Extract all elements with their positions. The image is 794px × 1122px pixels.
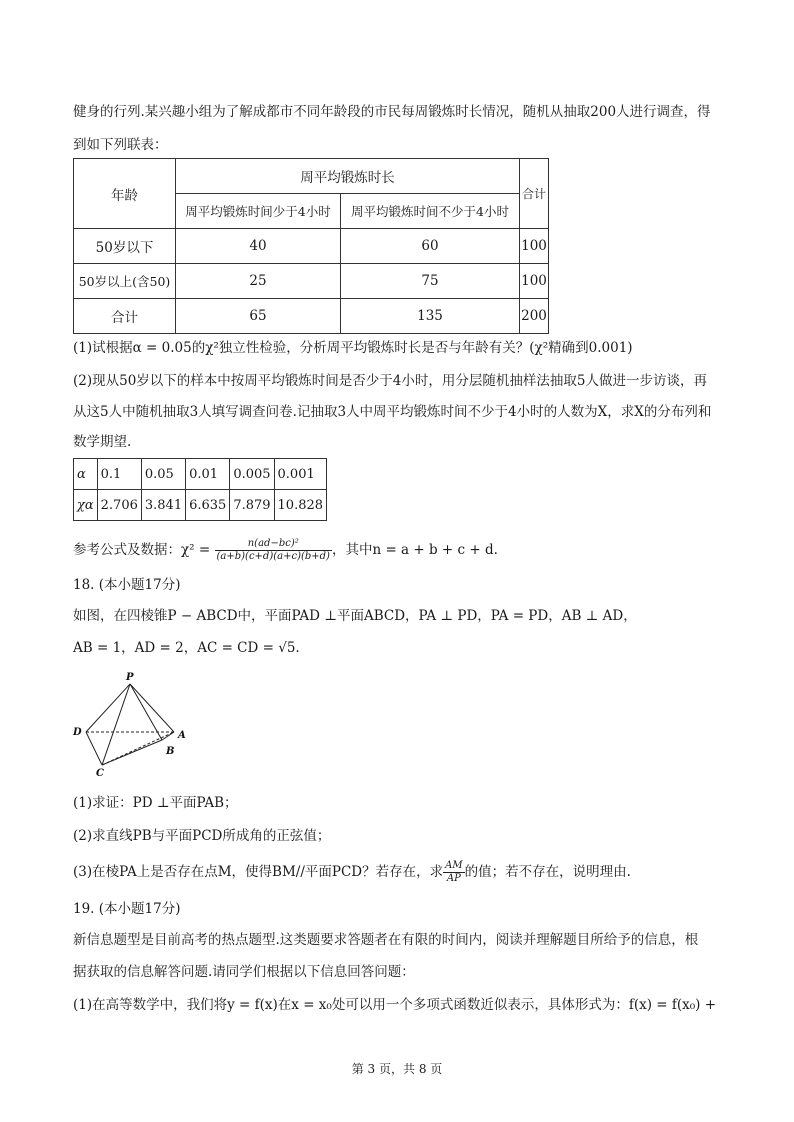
q17-part-1: (1)试根据α = 0.05的χ²独立性检验，分析周平均锻炼时长是否与年龄有关？(χ²精确到0.001) — [73, 340, 633, 356]
table-row — [74, 299, 549, 334]
chi-value: 7.879 — [230, 490, 274, 521]
q18-title: 18. (本小题17分) — [73, 577, 181, 593]
q19-title: 19. (本小题17分) — [73, 901, 181, 917]
header-total: 合计 — [520, 159, 549, 229]
q17-part-2-line-2: 从这5人中随机抽取3人填写调查问卷.记抽取3人中周平均锻炼时间不少于4小时的人数为X，求X的分布列和 — [73, 404, 712, 420]
page-footer: 第 3 页，共 8 页 — [351, 1062, 443, 1076]
q19-statement-2: 据获取的信息解答问题.请同学们根据以下信息回答问题： — [73, 964, 415, 980]
cell-total: 200 — [520, 299, 549, 334]
q18-part-3 — [73, 860, 631, 885]
q18-part-3-text-b: 的值；若不存在，说明理由. — [464, 864, 631, 880]
chi-value: 2.706 — [97, 490, 141, 521]
alpha-value: 0.1 — [97, 459, 141, 490]
header-less-4h: 周平均锻炼时间少于4小时 — [176, 194, 341, 229]
reference-formula — [73, 538, 498, 563]
q18-statement-2: AB = 1，AD = 2，AC = CD = √5. — [73, 640, 300, 656]
alpha-label: α — [74, 459, 98, 490]
edge-CB — [102, 740, 162, 765]
q18-part-3-text-a: (3)在棱PA上是否存在点M，使得BM//平面PCD？若存在，求 — [73, 864, 444, 880]
cell-total: 100 — [520, 229, 549, 264]
chi-alpha-label: χα — [74, 490, 98, 521]
header-weekly-exercise: 周平均锻炼时长 — [176, 159, 520, 194]
formula-prefix: 参考公式及数据：χ² = — [73, 542, 215, 558]
alpha-value: 0.005 — [230, 459, 274, 490]
edge-DC — [86, 732, 102, 765]
header-age: 年龄 — [74, 159, 176, 229]
alpha-value: 0.05 — [141, 459, 185, 490]
fraction-numerator: AM — [445, 860, 463, 871]
cell-less: 65 — [176, 299, 341, 334]
fraction-denominator: AP — [446, 873, 461, 884]
fraction-denominator: (a+b)(c+d)(a+c)(b+d) — [216, 551, 330, 562]
intro-line-1: 健身的行列.某兴趣小组为了解成都市不同年龄段的市民每周锻炼时长情况，随机从抽取200人进行调查，得 — [73, 104, 711, 120]
edge-PA — [130, 684, 174, 732]
cell-notless: 75 — [341, 264, 520, 299]
label-P: P — [126, 672, 134, 683]
chi-value: 10.828 — [274, 490, 327, 521]
critical-value-table — [73, 458, 327, 521]
q19-statement-1: 新信息题型是目前高考的热点题型.这类题要求答题者在有限的时间内，阅读并理解题目所给予的信息，根 — [73, 932, 699, 948]
label-B: B — [166, 746, 175, 757]
cell-notless: 60 — [341, 229, 520, 264]
pyramid-figure — [66, 670, 196, 780]
edge-CA-hidden — [102, 732, 174, 765]
edge-PD — [86, 684, 130, 732]
am-over-ap-fraction — [443, 860, 464, 885]
table-row — [74, 264, 549, 299]
fraction-numerator: n(ad−bc)² — [215, 538, 332, 551]
row-label: 合计 — [74, 299, 176, 334]
alpha-value: 0.01 — [186, 459, 230, 490]
cell-total: 100 — [520, 264, 549, 299]
intro-line-2: 到如下列联表： — [73, 137, 168, 153]
cell-notless: 135 — [341, 299, 520, 334]
label-D: D — [73, 727, 82, 738]
q18-statement-1: 如图，在四棱锥P − ABCD中，平面PAD ⊥平面ABCD，PA ⊥ PD，PA = PD，AB ⊥ AD， — [73, 608, 637, 624]
header-not-less-4h: 周平均锻炼时间不少于4小时 — [341, 194, 520, 229]
label-A: A — [178, 730, 186, 741]
table-row — [74, 229, 549, 264]
chi-square-fraction — [215, 538, 332, 563]
cell-less: 25 — [176, 264, 341, 299]
chi-value: 3.841 — [141, 490, 185, 521]
q17-part-2-line-3: 数学期望. — [73, 434, 132, 450]
row-label: 50岁以上(含50) — [74, 264, 176, 299]
chi-value: 6.635 — [186, 490, 230, 521]
formula-suffix: ，其中n = a + b + c + d. — [331, 542, 498, 558]
alpha-value: 0.001 — [274, 459, 327, 490]
q18-part-1: (1)求证：PD ⊥平面PAB； — [73, 795, 238, 811]
q18-part-2: (2)求直线PB与平面PCD所成角的正弦值； — [73, 828, 331, 844]
label-C: C — [96, 768, 104, 779]
contingency-table — [73, 158, 549, 334]
cell-less: 40 — [176, 229, 341, 264]
q17-part-2-line-1: (2)现从50岁以下的样本中按周平均锻炼时间是否少于4小时，用分层随机抽样法抽取5人做进一步访谈，再 — [73, 373, 707, 389]
row-label: 50岁以下 — [74, 229, 176, 264]
q19-statement-3: (1)在高等数学中，我们将y = f(x)在x = x₀处可以用一个多项式函数近似表示，具体形式为：f(x) = f(x₀) + — [73, 997, 717, 1013]
edge-PC — [102, 684, 130, 765]
